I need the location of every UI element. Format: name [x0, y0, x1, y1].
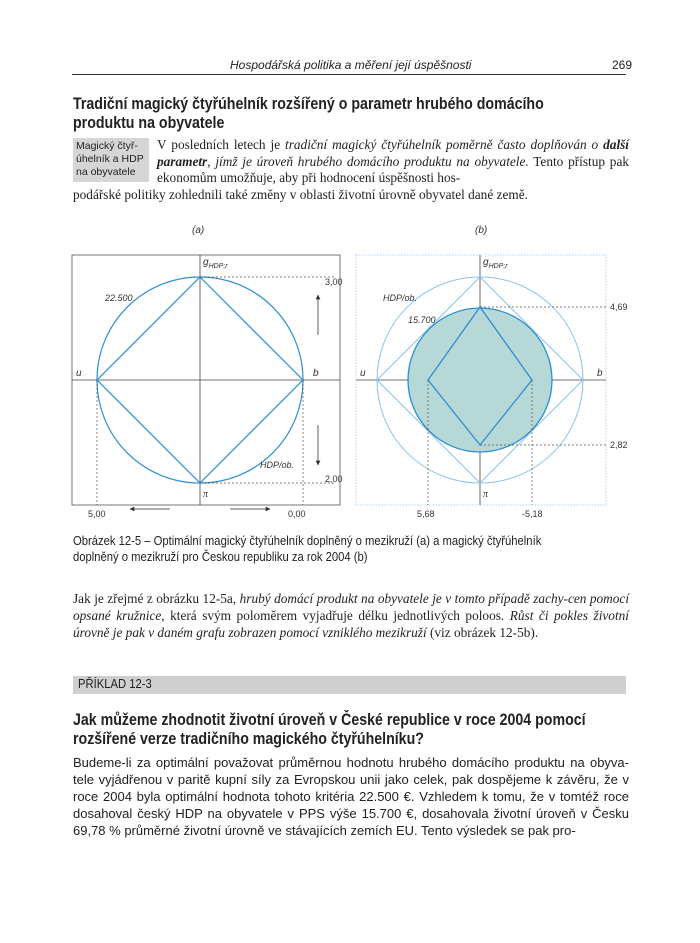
intro-paragraph [157, 137, 629, 187]
explanation-paragraph [73, 590, 629, 641]
panel-a-left-label: u [76, 368, 82, 379]
intro-paragraph-continued: podářské politiky zohlednili také změny v oblasti životní úrovně obyvatel dané země. [73, 187, 528, 202]
panel-a-right-label: b [313, 368, 319, 379]
example-paragraph: Budeme-li za optimální považovat průměrnou hodnotu hrubého domácího produktu na obyva-tele vyjádřenou v paritě kupní síly za Evropskou unii jako celek, pak dospějeme k závěru, že v roce 2004 byla optimální hodnota tohoto kritéria 22.500 €. Vzhledem k tomu, že v tomtéž roce dosahoval český HDP na obyvatele v PPS výše 15.700 €, dosahovala životní úroveň v Česku 69,78 % průměrné životní úrovně ve stávajících zemích EU. Tento výsledek se pak pro- [73, 755, 629, 838]
panel-b-label: (b) [475, 225, 488, 236]
text-run: (viz obrázek 12-5b). [426, 625, 539, 640]
panel-b-left-label: u [360, 368, 366, 379]
example-label: PŘÍKLAD 12-3 [78, 677, 152, 691]
text-run-italic: hrubý domácí produkt na obyvatele je v tomto případě zachy-cen pomocí opsané kružnice [73, 591, 630, 623]
panel-b-bottom-left-value: 5,68 [417, 509, 435, 519]
panel-a-label: (a) [192, 225, 205, 236]
panel-b-circle-value: 15.700 [408, 315, 436, 325]
section-heading: Tradiční magický čtyřúhelník rozšířený o parametr hrubého domácího produktu na obyvatele [73, 95, 544, 132]
text-run: Jak je zřejmé z obrázku 12-5a, [73, 591, 240, 606]
panel-b-series-label: HDP/ob. [383, 293, 418, 303]
panel-a-bottom-label: π [203, 489, 209, 500]
example-bar [73, 676, 626, 694]
running-header-title: Hospodářská politika a měření její úspěšnosti [230, 58, 472, 72]
text-run-italic: poměrně často doplňován o [441, 137, 604, 152]
panel-b-top-label: $g_{HDP;r}$ [483, 257, 508, 270]
text-run-italic: Růst či pokles životní úrovně je pak v daném grafu zobrazen pomocí vzniklého mezikruží [73, 608, 629, 640]
panel-a-series-label: HDP/ob. [260, 460, 295, 470]
panel-b-right-label: b [597, 368, 603, 379]
text-run-italic: tradiční magický čtyřúhelník [285, 137, 442, 152]
text-run: V posledních letech je [157, 137, 286, 152]
panel-a-right-bottom-value: 2,00 [325, 474, 343, 484]
text-run: , která svým poloměrem vyjadřuje délku jednotlivých poloos. [161, 608, 510, 623]
text-run: Tento přístup pak ekonomům umožňuje, aby při hodnocení úspěšnosti hos- [157, 153, 629, 185]
panel-a-bottom-left-value: 5,00 [88, 509, 106, 519]
panel-b-bottom-label: π [483, 489, 489, 500]
panel-b-inner-circle [408, 308, 552, 452]
margin-note: Magický čtyř-úhelník a HDP na obyvatele [73, 138, 149, 182]
example-heading: Jak můžeme zhodnotit životní úroveň v České republice v roce 2004 pomocí rozšířené verze tradičního magického čtyřúhelníku? [73, 711, 586, 748]
figure-caption: Obrázek 12-5 – Optimální magický čtyřúhelník doplněný o mezikruží (a) a magický čtyřúhelník doplněný o mezikruží pro Českou republiku za rok 2004 (b) [73, 534, 542, 564]
panel-b-right-bottom-value: 2,82 [610, 440, 628, 450]
panel-b-bottom-right-value: -5,18 [522, 509, 543, 519]
panel-a-circle-value: 22.500 [105, 293, 133, 303]
header-rule [72, 74, 626, 75]
panel-b-right-top-value: 4,69 [610, 302, 628, 312]
panel-a-top-label: $g_{HDP;r}$ [203, 257, 228, 270]
panel-a-bottom-right-value: 0,00 [288, 509, 306, 519]
page-number: 269 [612, 58, 633, 72]
text-run-italic: , jímž je úroveň hrubého domácího produktu na obyvatele. [207, 153, 529, 169]
panel-a-right-top-value: 3,00 [325, 277, 343, 287]
magic-quadrangle-figure [60, 225, 650, 525]
text-run-bold-italic: další parametr [157, 137, 630, 169]
